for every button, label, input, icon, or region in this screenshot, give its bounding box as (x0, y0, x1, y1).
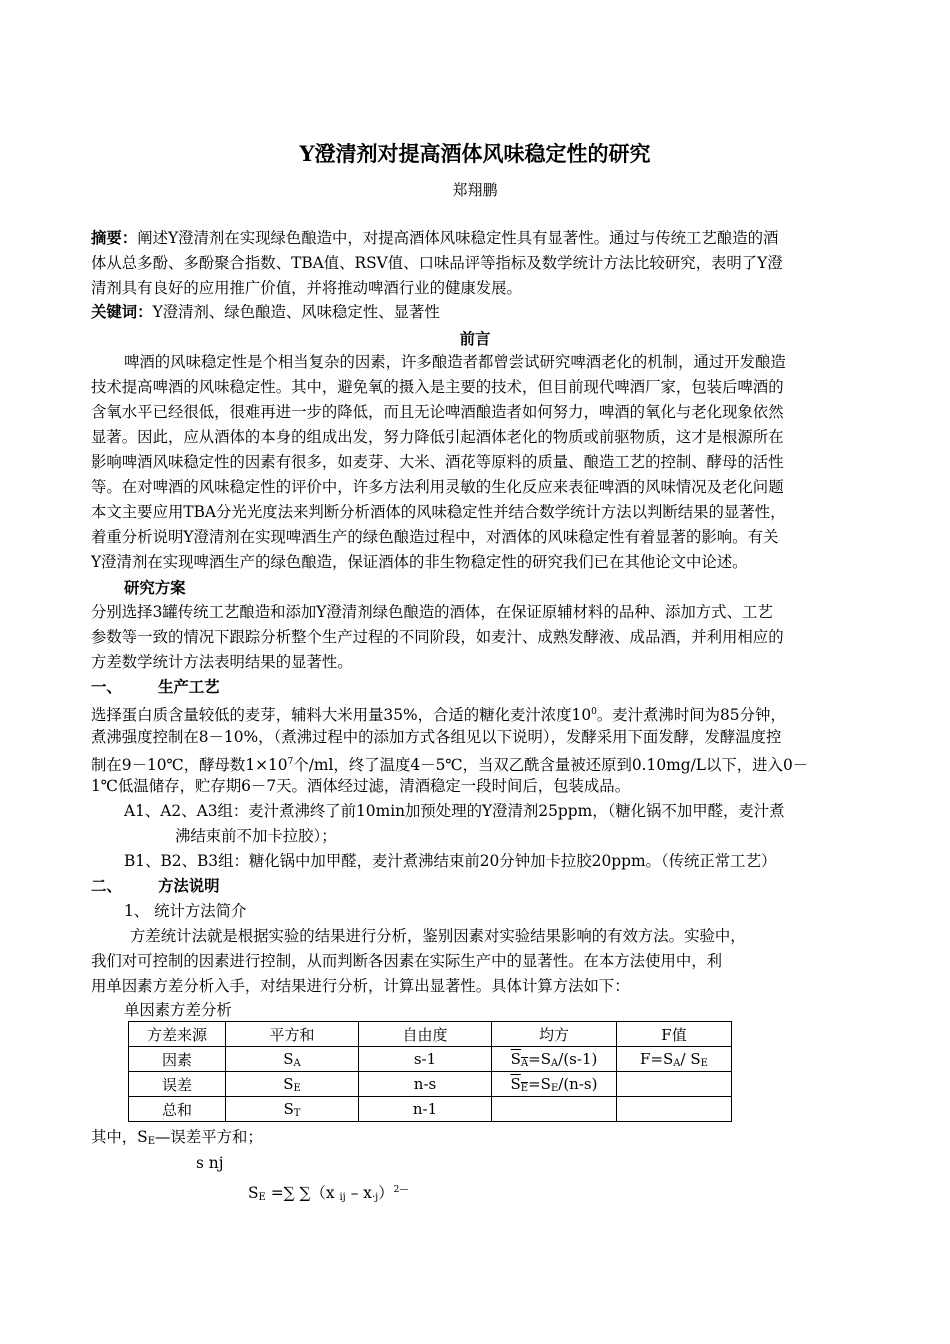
formula-intro: 其中，$S_E—$误差平方和； (91, 1128, 263, 1147)
table-cell: 总和 (129, 1097, 226, 1122)
section2-line: 用单因素方差分析入手，对结果进行分析，计算出显著性。具体计算方法如下： (91, 977, 630, 995)
table-header-cell: 均方 (492, 1022, 617, 1047)
section2-line: 方差统计法就是根据实验的结果进行分析，鉴别因素对实验结果影响的有效方法。实验中， (130, 927, 746, 945)
section2-heading: 方法说明 (158, 877, 220, 895)
formula-equation: $S_E$ =∑ ∑（x $_{ij} - x_{\cdot j})^{2—}$ (248, 1184, 409, 1203)
abstract-line: 清剂具有良好的应用推广价值，并将推动啤酒行业的健康发展。 (91, 279, 522, 297)
preface-line: 显著。因此，应从酒体的本身的组成出发，努力降低引起酒体老化的物质或前驱物质，这才是根源所在 (91, 428, 784, 446)
preface-line: 啤酒的风味稳定性是个相当复杂的因素，许多酿造者都曾尝试研究啤酒老化的机制，通过开发酿造 (124, 353, 786, 371)
preface-line: Y澄清剂在实现啤酒生产的绿色酿造，保证酒体的非生物稳定性的研究我们已在其他论文中论述。 (91, 553, 748, 571)
plan-line: 方差数学统计方法表明结果的显著性。 (91, 653, 353, 671)
group-a-line: A1、A2、A3组：麦汁煮沸终了前10min加预处理的Y澄清剂25ppm，（糖化锅不加甲醛，麦汁煮 (124, 802, 785, 820)
table-cell: 因素 (129, 1047, 226, 1072)
keywords-line: 关键词：Y澄清剂、绿色酿造、风味稳定性、显著性 (91, 303, 440, 321)
table-cell (492, 1097, 617, 1122)
table-cell: $S_E$ (226, 1072, 359, 1097)
group-b-line: B1、B2、B3组：糖化锅中加甲醛，麦汁煮沸结束前20分钟加卡拉胶20ppm。（传统正常工艺） (124, 852, 777, 870)
table-cell: $S_E=S_E/(n-s)$ (492, 1072, 617, 1097)
abstract-line: 摘要：阐述Y澄清剂在实现绿色酿造中，对提高酒体风味稳定性具有显著性。通过与传统工艺酿造的酒 (91, 229, 779, 247)
table-cell: n-1 (359, 1097, 492, 1122)
preface-line: 含氧水平已经很低，很难再进一步的降低，而且无论啤酒酿造者如何努力，啤酒的氧化与老化现象依然 (91, 403, 784, 421)
section1-line: 煮沸强度控制在8－10%，（煮沸过程中的添加方式各组见以下说明），发酵采用下面发酵，发酵温度控 (91, 728, 782, 746)
group-a-line: 沸结束前不加卡拉胶）； (175, 827, 337, 845)
table-header-cell: F值 (617, 1022, 732, 1047)
author-name: 郑翔鹏 (452, 181, 498, 199)
section2-line: 我们对可控制的因素进行控制，从而判断各因素在实际生产中的显著性。在本方法使用中，利 (91, 952, 723, 970)
plan-line: 分别选择3罐传统工艺酿造和添加Y澄清剂绿色酿造的酒体，在保证原辅材料的品种、添加方式、工艺 (91, 603, 773, 621)
table-caption: 单因素方差分析 (124, 1001, 232, 1019)
plan-line: 参数等一致的情况下跟踪分析整个生产过程的不同阶段，如麦汁、成熟发酵液、成品酒，并利用相应的 (91, 628, 784, 646)
anova-table (128, 1021, 732, 1122)
section2-number: 二、 (91, 877, 122, 895)
table-cell: n-s (359, 1072, 492, 1097)
section1-line: 制在9－10℃，酵母数$1\times 10^7$个/ml，终了温度4－5℃，当双乙酰含量被还原到0.10mg/L以下，进入0－ (91, 756, 809, 774)
table-row (129, 1072, 732, 1097)
keywords-label: 关键词： (91, 303, 153, 321)
table-cell: s-1 (359, 1047, 492, 1072)
section1-number: 一、 (91, 678, 122, 696)
table-header-row (129, 1022, 732, 1047)
preface-line: 等。在对啤酒的风味稳定性的评价中，许多方法利用灵敏的生化反应来表征啤酒的风味情况及老化问题 (91, 478, 784, 496)
table-cell: $S_T$ (226, 1097, 359, 1122)
preface-line: 着重分析说明Y澄清剂在实现啤酒生产的绿色酿造过程中，对酒体的风味稳定性有着显著的影响。有关 (91, 528, 779, 546)
formula-limits: s nj (196, 1154, 224, 1172)
section1-line: 选择蛋白质含量较低的麦芽，辅料大米用量35%，合适的糖化麦汁浓度$10^0$。麦汁煮沸时间为85分钟， (91, 706, 786, 724)
section1-heading: 生产工艺 (158, 678, 220, 696)
plan-heading: 研究方案 (124, 579, 186, 597)
table-row (129, 1047, 732, 1072)
preface-line: 影响啤酒风味稳定性的因素有很多，如麦芽、大米、酒花等原料的质量、酿造工艺的控制、酵母的活性 (91, 453, 784, 471)
table-header-cell: 平方和 (226, 1022, 359, 1047)
abstract-label: 摘要： (91, 229, 138, 247)
abstract-line: 体从总多酚、多酚聚合指数、TBA值、RSV值、口味品评等指标及数学统计方法比较研究，表明了Y澄 (91, 254, 783, 272)
table-header-cell: 自由度 (359, 1022, 492, 1047)
table-cell: $S_A=S_A/(s-1)$ (492, 1047, 617, 1072)
preface-line: 技术提高啤酒的风味稳定性。其中，避免氧的摄入是主要的技术，但目前现代啤酒厂家，包装后啤酒的 (91, 378, 784, 396)
preface-line: 本文主要应用TBA分光光度法来判断分析酒体的风味稳定性并结合数学统计方法以判断结果的显著性， (91, 503, 786, 521)
section1-line: 1℃低温储存，贮存期6－7天。酒体经过滤，清酒稳定一段时间后，包装成品。 (91, 777, 631, 795)
table-cell: $S_A$ (226, 1047, 359, 1072)
table-cell (617, 1072, 732, 1097)
preface-heading: 前言 (459, 330, 491, 348)
table-row (129, 1097, 732, 1122)
table-cell: $F=S_A/$ $S_E$ (617, 1047, 732, 1072)
table-cell (617, 1097, 732, 1122)
table-header-cell: 方差来源 (129, 1022, 226, 1047)
table-cell: 误差 (129, 1072, 226, 1097)
section2-subheading: 1、 统计方法简介 (124, 902, 247, 920)
page-title: Y澄清剂对提高酒体风味稳定性的研究 (299, 141, 651, 166)
